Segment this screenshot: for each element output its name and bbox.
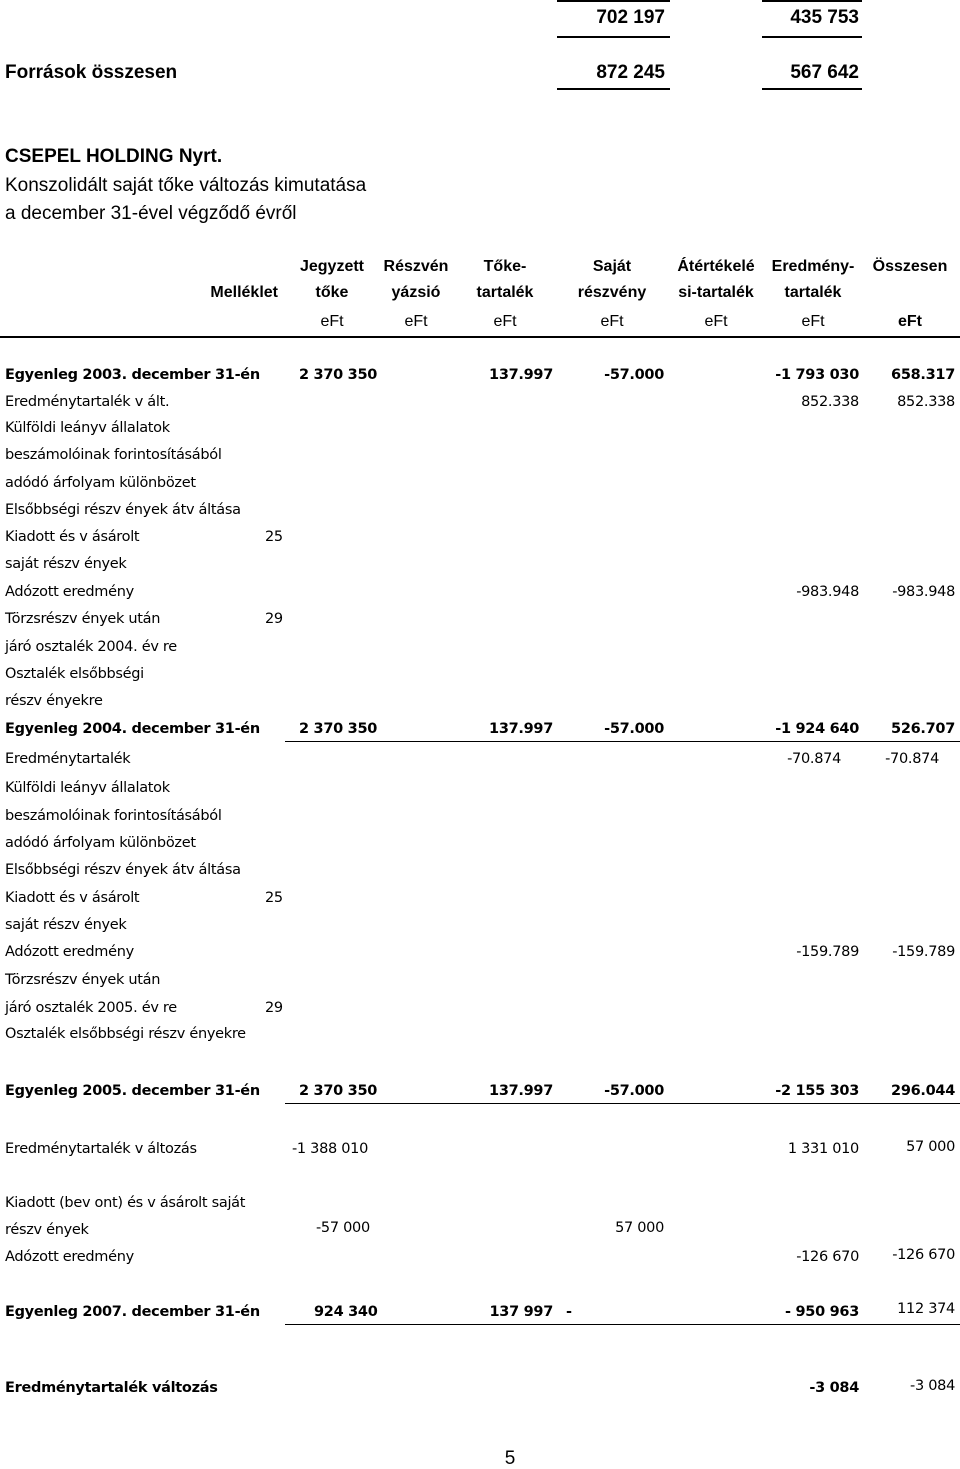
cell-value: 924 340 (314, 1304, 378, 1320)
cell-value: -70.874 (885, 751, 939, 767)
row-label: járó osztalék 2004. év re (5, 639, 177, 655)
top-rule-4 (762, 36, 862, 38)
row-label: Egyenleg 2007. december 31-én (5, 1304, 260, 1320)
col-header-2-unit: eFt (404, 313, 428, 330)
row-label: Eredménytartalék (5, 751, 131, 767)
cell-value: 852.338 (897, 394, 955, 410)
col-header-4-unit: eFt (600, 313, 624, 330)
row-label: beszámolóinak forintosításából (5, 447, 222, 463)
cell-value: 137.997 (489, 367, 553, 383)
cell-value: 658.317 (891, 367, 955, 383)
row-label: Eredménytartalék v áltozás (5, 1141, 197, 1157)
row-label: adódó árfolyam különbözet (5, 835, 196, 851)
top-value-1: 702 197 (596, 7, 665, 28)
header-rule (0, 336, 960, 338)
cell-value: -126 670 (796, 1249, 859, 1265)
row-label: Egyenleg 2005. december 31-én (5, 1083, 260, 1099)
row-label: saját részv ények (5, 917, 127, 933)
col-header-2-l1: Részvén (383, 258, 449, 275)
cell-value: -159.789 (892, 944, 955, 960)
sources-total-value-2: 567 642 (790, 62, 859, 83)
cell-value: -126 670 (892, 1247, 955, 1263)
row-label: Eredménytartalék v ált. (5, 394, 170, 410)
page-number: 5 (504, 1448, 516, 1469)
col-header-4-l1: Saját (592, 258, 632, 275)
row-label: Osztalék elsőbbségi részv ényekre (5, 1026, 246, 1042)
statement-subtitle: a december 31-ével végződő évről (5, 203, 297, 224)
cell-value: 137.997 (489, 721, 553, 737)
col-header-1-l1: Jegyzett (299, 258, 365, 275)
cell-value: - (566, 1304, 572, 1320)
col-header-2-l2: yázsió (391, 284, 441, 301)
cell-value: 57 000 (906, 1139, 955, 1155)
note-ref: 25 (265, 529, 283, 545)
cell-value: -57 000 (316, 1220, 370, 1236)
note-ref: 29 (265, 611, 283, 627)
row-label: Egyenleg 2003. december 31-én (5, 367, 260, 383)
row-label: Adózott eredmény (5, 1249, 134, 1265)
header-melleklet: Melléklet (210, 284, 278, 301)
row-label: Osztalék elsőbbségi (5, 666, 144, 682)
cell-value: 852.338 (801, 394, 859, 410)
cell-value: -57.000 (604, 1083, 664, 1099)
row-label: Elsőbbségi részv ények átv áltása (5, 502, 241, 518)
col-header-7-l1: Összesen (872, 258, 948, 275)
cell-value: - 950 963 (785, 1304, 859, 1320)
row-label: Kiadott (bev ont) és v ásárolt saját (5, 1195, 246, 1211)
company-title: CSEPEL HOLDING Nyrt. (5, 146, 223, 167)
row-label: adódó árfolyam különbözet (5, 475, 196, 491)
row-label: Törzsrészv ények után (5, 611, 161, 627)
sources-total-label: Források összesen (5, 62, 178, 83)
cell-value: -70.874 (787, 751, 841, 767)
cell-value: -2 155 303 (775, 1083, 859, 1099)
row-label: Külföldi leányv állalatok (5, 420, 170, 436)
col-header-3-l1: Tőke- (483, 258, 527, 275)
cell-value: -1 388 010 (292, 1141, 369, 1157)
sources-total-rule-2 (762, 88, 862, 90)
cell-value: 57 000 (615, 1220, 664, 1236)
row-rule (285, 741, 960, 742)
cell-value: -3 084 (809, 1380, 859, 1396)
row-label: Adózott eredmény (5, 584, 134, 600)
cell-value: 526.707 (891, 721, 955, 737)
cell-value: 2 370 350 (299, 367, 378, 383)
cell-value: 137 997 (489, 1304, 553, 1320)
cell-value: -57.000 (604, 367, 664, 383)
col-header-5-l2: si-tartalék (678, 284, 754, 301)
sources-total-value-1: 872 245 (596, 62, 665, 83)
note-ref: 25 (265, 890, 283, 906)
row-label: Kiadott és v ásárolt (5, 529, 140, 545)
cell-value: 2 370 350 (299, 1083, 378, 1099)
col-header-6-l2: tartalék (784, 284, 842, 301)
row-label: Eredménytartalék változás (5, 1380, 218, 1396)
col-header-7-unit: eFt (898, 313, 922, 330)
row-label: Elsőbbségi részv ények átv áltása (5, 862, 241, 878)
col-header-5-unit: eFt (704, 313, 728, 330)
cell-value: -57.000 (604, 721, 664, 737)
row-label: saját részv ények (5, 556, 127, 572)
cell-value: -1 793 030 (775, 367, 859, 383)
cell-value: 137.997 (489, 1083, 553, 1099)
col-header-4-l2: részvény (577, 284, 647, 301)
row-rule (285, 1324, 960, 1325)
row-label: részv ényekre (5, 693, 103, 709)
statement-title: Konszolidált saját tőke változás kimutatása (5, 175, 367, 196)
row-label: részv ények (5, 1222, 89, 1238)
col-header-1-unit: eFt (320, 313, 344, 330)
row-label: beszámolóinak forintosításából (5, 808, 222, 824)
col-header-3-unit: eFt (493, 313, 517, 330)
row-label: Egyenleg 2004. december 31-én (5, 721, 260, 737)
row-label: Kiadott és v ásárolt (5, 890, 140, 906)
cell-value: -159.789 (796, 944, 859, 960)
top-value-2: 435 753 (790, 7, 859, 28)
cell-value: 112 374 (897, 1301, 955, 1317)
cell-value: 296.044 (891, 1083, 955, 1099)
row-label: járó osztalék 2005. év re (5, 1000, 177, 1016)
top-rule-1 (557, 0, 670, 2)
cell-value: 1 331 010 (787, 1141, 859, 1157)
cell-value: -983.948 (796, 584, 859, 600)
row-label: Adózott eredmény (5, 944, 134, 960)
row-label: Törzsrészv ények után (5, 972, 161, 988)
top-rule-3 (557, 36, 670, 38)
sources-total-rule-1 (557, 88, 670, 90)
note-ref: 29 (265, 1000, 283, 1016)
cell-value: -983.948 (892, 584, 955, 600)
row-rule (285, 1103, 960, 1104)
cell-value: -3 084 (910, 1378, 955, 1394)
top-rule-2 (762, 0, 862, 2)
col-header-3-l2: tartalék (476, 284, 534, 301)
col-header-6-l1: Eredmény- (771, 258, 855, 275)
col-header-6-unit: eFt (801, 313, 825, 330)
col-header-1-l2: tőke (315, 284, 349, 301)
col-header-5-l1: Átértékelé (677, 258, 755, 275)
cell-value: -1 924 640 (775, 721, 859, 737)
row-label: Külföldi leányv állalatok (5, 780, 170, 796)
cell-value: 2 370 350 (299, 721, 378, 737)
